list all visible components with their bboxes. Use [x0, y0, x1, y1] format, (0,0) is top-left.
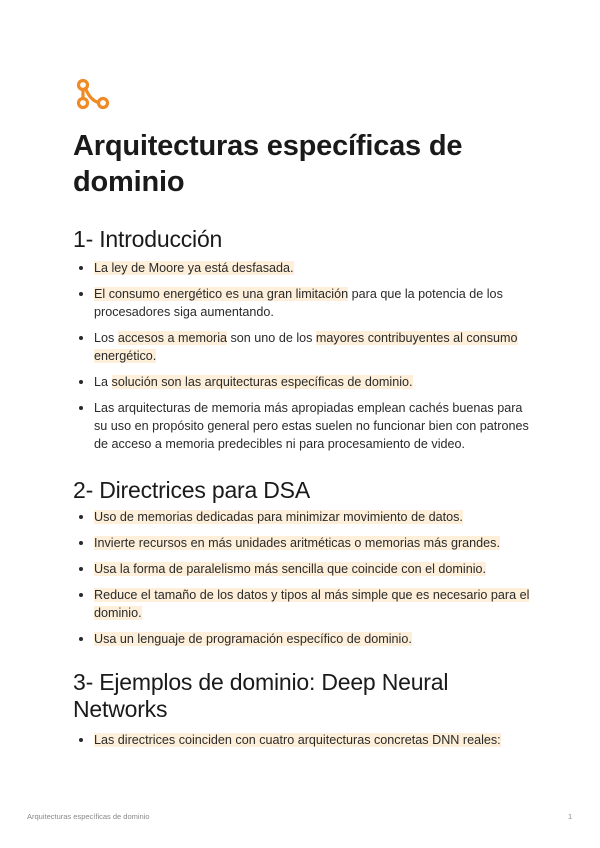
list-item — [73, 399, 533, 453]
footer-document-title: Arquitecturas específicas de dominio — [27, 812, 150, 821]
highlighted-text: Reduce el tamaño de los datos y tipos al más simple que es necesario para el dominio. — [94, 588, 530, 620]
bullet-list — [73, 508, 533, 656]
item-text: Los — [94, 331, 118, 345]
highlighted-text: Usa la forma de paralelismo más sencilla que coincide con el dominio. — [94, 562, 486, 576]
document-title: Arquitecturas específicas de dominio — [73, 130, 463, 198]
list-item — [73, 630, 533, 648]
item-text: Las arquitecturas de memoria más apropiadas emplean cachés buenas para su uso en propósito general pero estas suelen no funcionar bien con patrones de acceso a memoria predecibles ni para procesamiento de video. — [94, 401, 529, 451]
section-heading: 1- Introducción — [73, 226, 223, 252]
list-item — [73, 586, 533, 622]
list-item — [73, 259, 533, 277]
highlighted-text: solución son las arquitecturas específicas de dominio. — [111, 375, 413, 389]
list-item — [73, 731, 533, 749]
highlighted-text: Invierte recursos en más unidades aritméticas o memorias más grandes. — [94, 536, 500, 550]
highlighted-text: accesos a memoria — [117, 331, 227, 345]
highlighted-text: El consumo energético es una gran limitación — [94, 287, 349, 301]
section-heading: 2- Directrices para DSA — [73, 477, 310, 503]
item-text: La — [94, 375, 112, 389]
highlighted-text: Usa un lenguaje de programación específico de dominio. — [94, 632, 412, 646]
highlighted-text: mayores contribuyentes al consumo energético. — [94, 331, 518, 363]
highlighted-text: Las directrices coinciden con cuatro arquitecturas concretas DNN reales: — [94, 733, 501, 747]
list-item — [73, 560, 533, 578]
list-item — [73, 534, 533, 552]
bullet-list — [73, 259, 533, 461]
list-item — [73, 373, 533, 391]
highlighted-text: La ley de Moore ya está desfasada. — [94, 261, 294, 275]
git-branch-icon — [75, 77, 111, 111]
list-item — [73, 285, 533, 321]
list-item — [73, 508, 533, 526]
bullet-list — [73, 731, 533, 757]
item-text: son uno de los — [227, 331, 316, 345]
item-text: para que la potencia de los procesadores siga aumentando. — [94, 287, 503, 319]
footer-page-number: 1 — [568, 812, 573, 821]
section-heading: 3- Ejemplos de dominio: Deep Neural Networks — [73, 669, 449, 722]
list-item — [73, 329, 533, 365]
highlighted-text: Uso de memorias dedicadas para minimizar movimiento de datos. — [94, 510, 463, 524]
